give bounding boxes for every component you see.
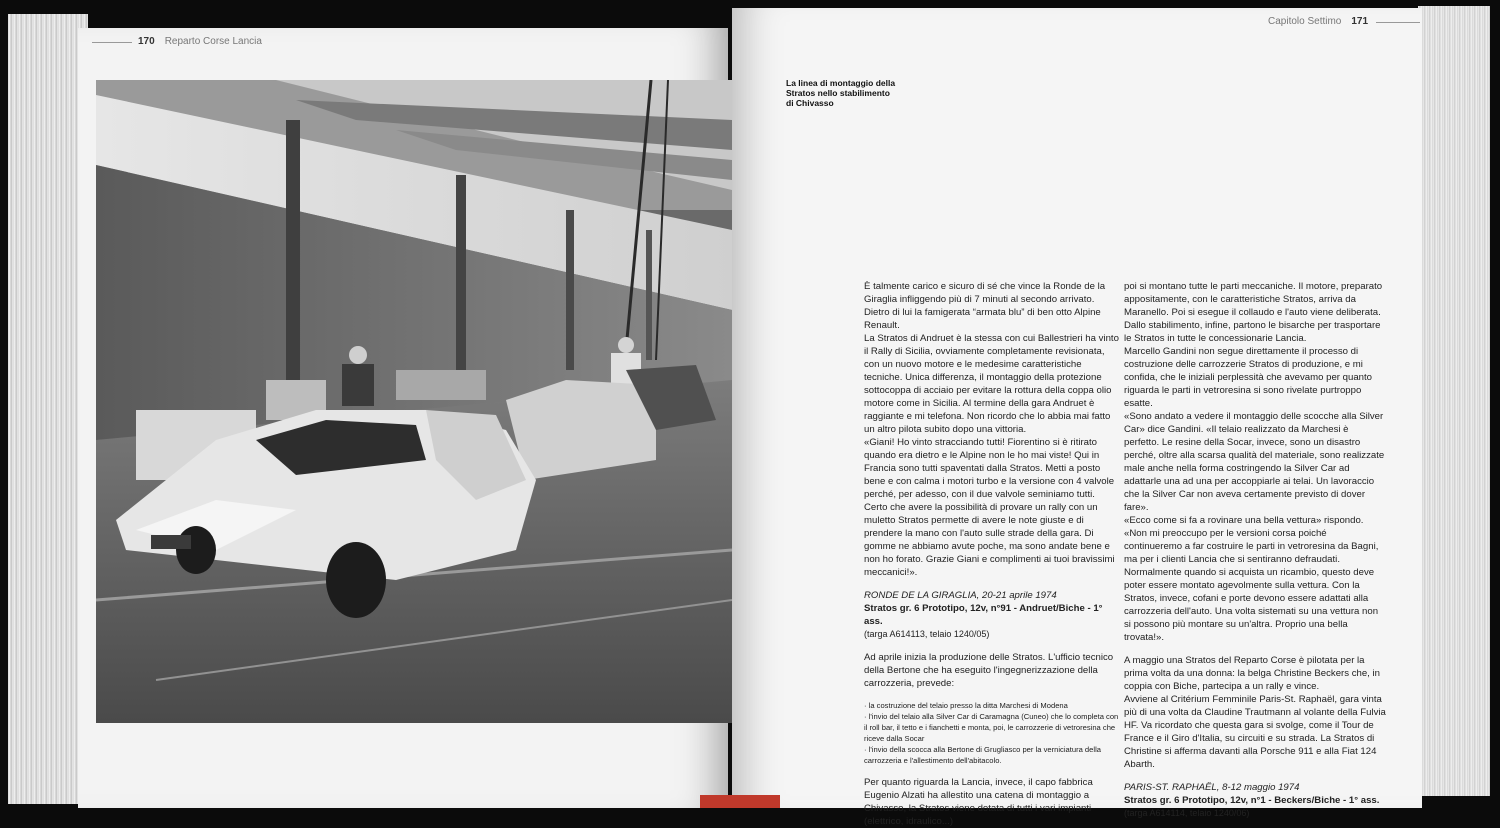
result-car: Stratos gr. 6 Prototipo, 12v, n°91 - Andruet/Biche - 1° ass.: [864, 603, 1103, 627]
paragraph: È talmente carico e sicuro di sé che vince la Ronde de la Giraglia infliggendo più di 7 minuti al secondo arrivato. Dietro di lui la famigerata “armata blu” di ben otto Alpine Renault.: [864, 281, 1106, 331]
left-page-edges: [8, 14, 88, 804]
bullet-item: · la costruzione del telaio presso la ditta Marchesi di Modena: [864, 701, 1068, 710]
paragraph: Marcello Gandini non segue direttamente il processo di costruzione delle carrozzerie Stratos di produzione, e mi confida, che le iniziali perplessità che avevamo per quanto riguarda le parti in vetroresina si sono rivelate purtroppo esatte.: [1124, 346, 1372, 409]
page-number-left: 170: [138, 36, 155, 47]
assembly-line-photo: [96, 80, 732, 723]
text-column-2: [1124, 280, 1386, 820]
running-title-right: Capitolo Settimo: [1268, 16, 1342, 27]
result-plate: (targa A614113, telaio 1240/05): [864, 629, 990, 639]
running-head-left: [138, 36, 262, 47]
running-title-left: Reparto Corse Lancia: [164, 36, 262, 47]
quote-paragraph: «Sono andato a vedere il montaggio delle scocche alla Silver Car» dice Gandini. «Il telaio realizzato da Marchesi è perfetto. Le resine della Socar, invece, sono un disastro perché, oltre alla scarsa qualità del materiale, sono realizzate male anche nella forma costringendo la Silver Car ad adattarle una ad una per accoppiarle ai telai. Un lavoraccio che la Silver Car non aveva certamente previsto di dover fare».: [1124, 411, 1385, 513]
bullet-item: · l'invio del telaio alla Silver Car di Caramagna (Cuneo) che lo completa con il roll bar, il tetto e i fianchetti e monta, poi, le carrozzerie di vetroresina che riceve dalla Socar: [864, 712, 1119, 743]
running-head-right: [1268, 16, 1368, 27]
right-page-edges: [1418, 6, 1490, 796]
paragraph: Avviene al Critérium Femminile Paris-St. Raphaël, gara vinta più di una volta da Claudine Trautmann al volante della Fulvia HF. Va ricordato che questa gara si svolge, come il Tour de France e il Giro d'Italia, su circuiti e su strada. La Stratos di Christine si afferma davanti alla Porsche 911 e alla Fiat 124 Abarth.: [1124, 694, 1386, 770]
paragraph: Per quanto riguarda la Lancia, invece, il capo fabbrica Eugenio Alzati ha allestito una catena di montaggio a Chivasso, la Stratos viene dotata di tutti i vari impianti (elettrico, idraulico...): [864, 777, 1093, 827]
running-head-rule-right: [1376, 22, 1420, 23]
result-event: PARIS-ST. RAPHAËL, 8-12 maggio 1974: [1124, 782, 1300, 793]
paragraph: La Stratos di Andruet è la stessa con cui Ballestrieri ha vinto il Rally di Sicilia, ovviamente completamente revisionata, con un nuovo motore e le medesime caratteristiche tecniche. Unica differenza, il montaggio della protezione sottocoppa di acciaio per evitare la rottura della coppa olio motore come in Sicilia. Al termine della gara Andruet è raggiante e mi telefona. Non ricordo che lo abbia mai fatto un altro pilota subito dopo una vittoria.: [864, 333, 1119, 435]
bookmark-ribbon: [700, 795, 780, 808]
paragraph: poi si montano tutte le parti meccaniche. Il motore, preparato appositamente, con le caratteristiche Stratos, arriva da Maranello. Poi si esegue il collaudo e l'auto viene deliberata. Dallo stabilimento, infine, partono le bisarche per trasportare le Stratos in tutte le concessionarie Lancia.: [1124, 281, 1383, 344]
quote-paragraph: «Giani! Ho vinto stracciando tutti! Fiorentino si è ritirato quando era dietro e le Alpine non le ho mai viste! Qui in Francia sono tutti spaventati dalla Stratos. Metti a posto bene e con calma i motori turbo e la versione con 4 valvole perché, per adesso, con il due valvole seminiamo tutti. Certo che avere la possibilità di provare un rally con un muletto Stratos permette di avere le note giuste e di prendere la mano con l'auto sulle strade della gara. Di gomme ne abbiamo avute poche, ma sono andate bene e non ho forato. Grazie Giani e complimenti ai tuoi bravissimi meccanici!».: [864, 437, 1115, 578]
quote-paragraph: «Ecco come si fa a rovinare una bella vettura» rispondo. «Non mi preoccupo per le versioni corsa poiché continueremo a far costruire le parti in vetroresina da Bagni, ma per i clienti Lancia che si sentiranno defraudati. Normalmente quando si acquista un ricambio, questo deve poter essere montato agevolmente sulla vettura. Con la Stratos, invece, cofani e porte devono essere adattati alla carrozzeria dell'auto. Una volta sistemati su una vettura non si possono più montare su un'altra. Proprio una bella trovata!».: [1124, 515, 1379, 643]
paragraph: A maggio una Stratos del Reparto Corse è pilotata per la prima volta da una donna: la belga Christine Beckers che, in coppia con Biche, partecipa a un rally e vince.: [1124, 655, 1380, 692]
photo-caption: La linea di montaggio della Stratos nello stabilimento di Chivasso: [786, 78, 896, 108]
paragraph: Ad aprile inizia la produzione delle Stratos. L'ufficio tecnico della Bertone che ha eseguito l'ingegnerizzazione della carrozzeria, prevede:: [864, 652, 1114, 689]
bullet-item: · l'invio della scocca alla Bertone di Grugliasco per la verniciatura della carrozzeria e l'allestimento dell'abitacolo.: [864, 745, 1101, 765]
result-plate: (targa A614114, telaio 1240/06): [1124, 808, 1250, 818]
result-car: Stratos gr. 6 Prototipo, 12v, n°1 - Beckers/Biche - 1° ass.: [1124, 795, 1380, 806]
page-number-right: 171: [1351, 16, 1369, 27]
running-head-rule-left: [92, 42, 132, 43]
result-event: RONDE DE LA GIRAGLIA, 20-21 aprile 1974: [864, 590, 1057, 601]
text-column-1: [864, 280, 1120, 828]
